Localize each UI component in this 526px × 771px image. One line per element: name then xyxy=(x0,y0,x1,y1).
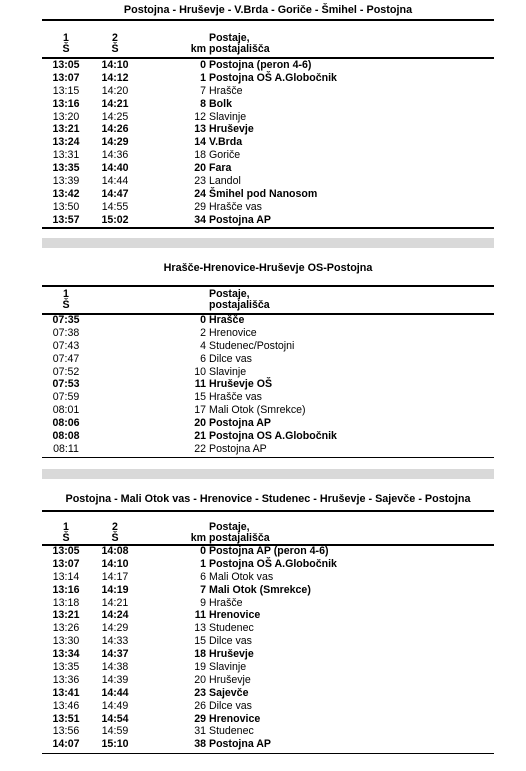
table-row xyxy=(42,545,494,558)
departure-time-1: 13:21 xyxy=(52,609,80,622)
timetable-title: Hrašče-Hrenovice-Hruševje OS-Postojna xyxy=(163,262,373,274)
stop-name: Fara xyxy=(209,162,232,175)
stop-name: Postojna AP xyxy=(209,417,272,430)
table-row xyxy=(42,188,494,201)
stop-name: Hrašče xyxy=(209,314,245,326)
table-row xyxy=(42,111,494,124)
km-value: 38 xyxy=(194,738,206,751)
table-row xyxy=(42,59,494,72)
timetable-1 xyxy=(42,4,494,224)
departure-time-1: 07:35 xyxy=(52,314,80,326)
table-row xyxy=(42,98,494,111)
departure-time-2: 14:29 xyxy=(101,136,129,149)
departure-time-1: 08:11 xyxy=(53,442,79,455)
table-row xyxy=(42,622,494,635)
departure-time-2: 14:59 xyxy=(101,725,129,738)
timetable-title: Postojna - Hruševje - V.Brda - Goriče - Šmihel - Postojna xyxy=(123,4,413,16)
km-value: 2 xyxy=(200,326,206,339)
stop-name: Hrenovice xyxy=(209,609,261,622)
table-row xyxy=(42,175,494,188)
stop-name: Postojna (peron 4-6) xyxy=(209,59,312,71)
departure-time-2: 14:21 xyxy=(101,596,129,609)
departure-time-2: 14:24 xyxy=(101,609,129,622)
table-row xyxy=(42,378,494,391)
stop-name: Slavinje xyxy=(209,365,247,378)
stop-name: Hrašče vas xyxy=(209,200,262,213)
table-row xyxy=(42,571,494,584)
km-value: 15 xyxy=(194,391,206,404)
departure-time-1: 07:43 xyxy=(52,339,80,352)
km-value: 20 xyxy=(194,417,206,430)
divider xyxy=(42,510,494,512)
km-value: 0 xyxy=(200,545,206,557)
table-row xyxy=(42,327,494,340)
table-row xyxy=(42,162,494,175)
departure-time-2: 14:21 xyxy=(101,97,129,110)
departure-time-2: 14:29 xyxy=(101,622,129,635)
table-row xyxy=(42,584,494,597)
departure-time-2: 14:38 xyxy=(101,661,129,674)
timetable-3 xyxy=(42,493,494,758)
departure-time-2: 14:55 xyxy=(101,200,129,213)
table-row xyxy=(42,661,494,674)
departure-time-1: 13:05 xyxy=(52,545,80,557)
km-value: 20 xyxy=(194,673,206,686)
stop-name: Postojna AP xyxy=(209,442,267,455)
departure-time-2: 14:40 xyxy=(101,162,129,175)
km-value: 23 xyxy=(194,175,206,188)
stop-name: Hruševje xyxy=(209,673,251,686)
departure-time-2: 14:10 xyxy=(101,59,129,71)
table-rows xyxy=(42,314,494,456)
stop-name: Landol xyxy=(209,175,241,188)
departure-time-1: 13:30 xyxy=(52,635,80,648)
table-header xyxy=(42,289,494,313)
departure-time-1: 13:21 xyxy=(52,123,80,136)
col2-day: Š xyxy=(111,532,119,544)
departure-time-1: 08:08 xyxy=(52,430,80,443)
table-row xyxy=(42,85,494,98)
stop-name: Dilce vas xyxy=(209,635,252,648)
departure-time-2: 14:44 xyxy=(101,175,129,188)
table-row xyxy=(42,738,494,751)
stop-name: Hruševje OŠ xyxy=(209,378,273,391)
stop-name: Hrašče xyxy=(209,596,243,609)
departure-time-1: 13:42 xyxy=(52,187,80,200)
departure-time-2: 15:02 xyxy=(101,213,129,226)
stop-name: V.Brda xyxy=(209,136,243,149)
table-row xyxy=(42,725,494,738)
km-header: km xyxy=(190,532,206,544)
km-value: 13 xyxy=(194,622,206,635)
departure-time-2: 14:10 xyxy=(101,557,129,570)
departure-time-2: 14:37 xyxy=(101,648,129,661)
stops-header-line2: postajališča xyxy=(209,299,270,311)
stop-name: Šmihel pod Nanosom xyxy=(209,187,318,200)
stop-name: Hrenovice xyxy=(209,712,261,725)
col1-number: 1 xyxy=(63,288,69,300)
stop-name: Hrašče vas xyxy=(209,391,262,404)
km-value: 21 xyxy=(194,430,206,443)
km-value: 15 xyxy=(194,635,206,648)
col1-number: 1 xyxy=(63,521,69,533)
col2-number: 2 xyxy=(112,32,118,44)
departure-time-1: 13:20 xyxy=(52,110,80,123)
col1-number: 1 xyxy=(63,32,69,44)
timetable-2 xyxy=(42,262,494,462)
departure-time-1: 13:35 xyxy=(52,661,80,674)
stop-name: Mali Otok (Smrekce) xyxy=(209,583,311,596)
departure-time-1: 07:59 xyxy=(52,391,80,404)
departure-time-1: 13:36 xyxy=(52,673,80,686)
departure-time-1: 13:31 xyxy=(52,149,80,162)
departure-time-1: 13:56 xyxy=(52,725,80,738)
col1-day: Š xyxy=(62,532,70,544)
km-value: 12 xyxy=(194,110,206,123)
stop-name: Slavinje xyxy=(209,110,247,123)
stop-name: Mali Otok vas xyxy=(209,570,274,583)
departure-time-1: 13:05 xyxy=(52,59,80,71)
km-value: 7 xyxy=(200,583,206,596)
table-row xyxy=(42,430,494,443)
km-value: 31 xyxy=(194,725,206,738)
departure-time-2: 14:36 xyxy=(101,149,129,162)
km-value: 17 xyxy=(194,404,206,417)
stops-header-line1: Postaje, xyxy=(209,32,250,44)
stop-name: Postojna AP xyxy=(209,213,272,226)
departure-time-2: 14:49 xyxy=(101,699,129,712)
departure-time-2: 14:08 xyxy=(101,545,129,557)
km-value: 20 xyxy=(194,162,206,175)
stop-name: Hrenovice xyxy=(209,326,257,339)
table-row xyxy=(42,123,494,136)
km-value: 10 xyxy=(194,365,206,378)
table-row xyxy=(42,558,494,571)
table-header xyxy=(42,33,494,57)
km-value: 13 xyxy=(194,123,206,136)
table-rows xyxy=(42,545,494,751)
departure-time-1: 13:51 xyxy=(52,712,80,725)
stop-name: Sajevče xyxy=(209,686,249,699)
stop-name: Hruševje xyxy=(209,648,254,661)
departure-time-2: 14:33 xyxy=(101,635,129,648)
departure-time-1: 13:26 xyxy=(52,622,80,635)
km-value: 1 xyxy=(200,557,206,570)
km-value: 19 xyxy=(194,661,206,674)
table-row xyxy=(42,713,494,726)
table-row xyxy=(42,609,494,622)
km-value: 29 xyxy=(194,200,206,213)
stop-name: Studenec xyxy=(209,622,254,635)
divider xyxy=(42,227,494,229)
stop-name: Goriče xyxy=(209,149,241,162)
section-separator xyxy=(42,238,494,248)
col1-day: Š xyxy=(62,299,70,311)
stops-header-line2: postajališča xyxy=(209,532,270,544)
stop-name: Slavinje xyxy=(209,661,247,674)
departure-time-1: 13:15 xyxy=(52,84,80,97)
stop-name: Postojna AP (peron 4-6) xyxy=(209,545,329,557)
stop-name: Hrašče xyxy=(209,84,243,97)
departure-time-2: 14:44 xyxy=(101,686,129,699)
table-row xyxy=(42,366,494,379)
departure-time-2: 14:19 xyxy=(101,583,129,596)
col2-day: Š xyxy=(111,43,119,55)
km-value: 9 xyxy=(200,596,206,609)
departure-time-1: 13:35 xyxy=(52,162,80,175)
stop-name: Studenec xyxy=(209,725,254,738)
stop-name: Bolk xyxy=(209,97,232,110)
stop-name: Dilce vas xyxy=(209,352,252,365)
table-row xyxy=(42,353,494,366)
km-value: 18 xyxy=(194,149,206,162)
km-value: 29 xyxy=(194,712,206,725)
km-value: 8 xyxy=(200,97,206,110)
table-row xyxy=(42,149,494,162)
table-row xyxy=(42,700,494,713)
departure-time-2: 14:25 xyxy=(101,110,129,123)
divider xyxy=(42,285,494,287)
departure-time-1: 13:41 xyxy=(52,686,80,699)
km-value: 14 xyxy=(194,136,206,149)
section-separator xyxy=(42,469,494,479)
km-value: 22 xyxy=(194,442,206,455)
col2-number: 2 xyxy=(112,521,118,533)
departure-time-1: 13:16 xyxy=(52,583,80,596)
stop-name: Postojna OS A.Globočnik xyxy=(209,430,337,443)
departure-time-1: 07:53 xyxy=(52,378,80,391)
divider xyxy=(42,19,494,21)
departure-time-1: 14:07 xyxy=(52,738,80,751)
departure-time-1: 13:57 xyxy=(52,213,80,226)
km-value: 24 xyxy=(194,187,206,200)
km-value: 0 xyxy=(200,59,206,71)
divider xyxy=(42,457,494,458)
table-row xyxy=(42,391,494,404)
km-value: 7 xyxy=(200,84,206,97)
stop-name: Studenec/Postojni xyxy=(209,339,295,352)
table-row xyxy=(42,72,494,85)
departure-time-2: 14:12 xyxy=(101,71,129,84)
departure-time-2: 14:47 xyxy=(101,187,129,200)
timetable-title: Postojna - Mali Otok vas - Hrenovice - Studenec - Hruševje - Sajevče - Postojna xyxy=(65,493,471,505)
table-row xyxy=(42,340,494,353)
table-row xyxy=(42,136,494,149)
table-row xyxy=(42,687,494,700)
departure-time-1: 13:16 xyxy=(52,97,80,110)
table-row xyxy=(42,597,494,610)
departure-time-1: 13:07 xyxy=(52,71,80,84)
km-value: 18 xyxy=(194,648,206,661)
km-value: 0 xyxy=(200,314,206,326)
col1-day: Š xyxy=(62,43,70,55)
departure-time-1: 13:18 xyxy=(52,596,80,609)
table-row xyxy=(42,674,494,687)
stops-header-line1: Postaje, xyxy=(209,288,250,300)
table-row xyxy=(42,214,494,227)
departure-time-1: 08:01 xyxy=(52,404,80,417)
km-value: 6 xyxy=(200,570,206,583)
departure-time-1: 13:07 xyxy=(52,557,80,570)
table-row xyxy=(42,314,494,327)
km-value: 26 xyxy=(194,699,206,712)
km-value: 11 xyxy=(194,378,206,391)
departure-time-2: 15:10 xyxy=(101,738,129,751)
departure-time-2: 14:17 xyxy=(101,570,129,583)
departure-time-2: 14:26 xyxy=(101,123,129,136)
divider xyxy=(42,753,494,754)
table-row xyxy=(42,648,494,661)
stops-header-line1: Postaje, xyxy=(209,521,250,533)
table-row xyxy=(42,443,494,456)
departure-time-2: 14:20 xyxy=(101,84,129,97)
table-row xyxy=(42,635,494,648)
stop-name: Mali Otok (Smrekce) xyxy=(209,404,306,417)
km-value: 23 xyxy=(194,686,206,699)
km-value: 1 xyxy=(200,71,206,84)
departure-time-1: 13:14 xyxy=(52,570,80,583)
departure-time-1: 08:06 xyxy=(52,417,80,430)
table-rows xyxy=(42,59,494,227)
stop-name: Postojna AP xyxy=(209,738,272,751)
departure-time-1: 07:47 xyxy=(52,352,80,365)
departure-time-1: 07:52 xyxy=(52,365,80,378)
departure-time-1: 13:46 xyxy=(52,699,80,712)
departure-time-1: 13:34 xyxy=(52,648,80,661)
stops-header-line2: postajališča xyxy=(209,43,270,55)
table-header xyxy=(42,522,494,546)
km-value: 6 xyxy=(200,352,206,365)
km-value: 11 xyxy=(194,609,206,622)
departure-time-1: 13:50 xyxy=(52,200,80,213)
stop-name: Postojna OŠ A.Globočnik xyxy=(209,557,337,570)
departure-time-2: 14:39 xyxy=(101,673,129,686)
departure-time-2: 14:54 xyxy=(101,712,129,725)
table-row xyxy=(42,201,494,214)
departure-time-1: 13:39 xyxy=(52,175,80,188)
km-value: 4 xyxy=(200,339,206,352)
km-value: 34 xyxy=(194,213,206,226)
departure-time-1: 13:24 xyxy=(52,136,80,149)
table-row xyxy=(42,404,494,417)
stop-name: Hruševje xyxy=(209,123,254,136)
stop-name: Postojna OŠ A.Globočnik xyxy=(209,71,337,84)
stop-name: Dilce vas xyxy=(209,699,252,712)
km-header: km xyxy=(190,43,206,55)
departure-time-1: 07:38 xyxy=(52,326,80,339)
table-row xyxy=(42,417,494,430)
